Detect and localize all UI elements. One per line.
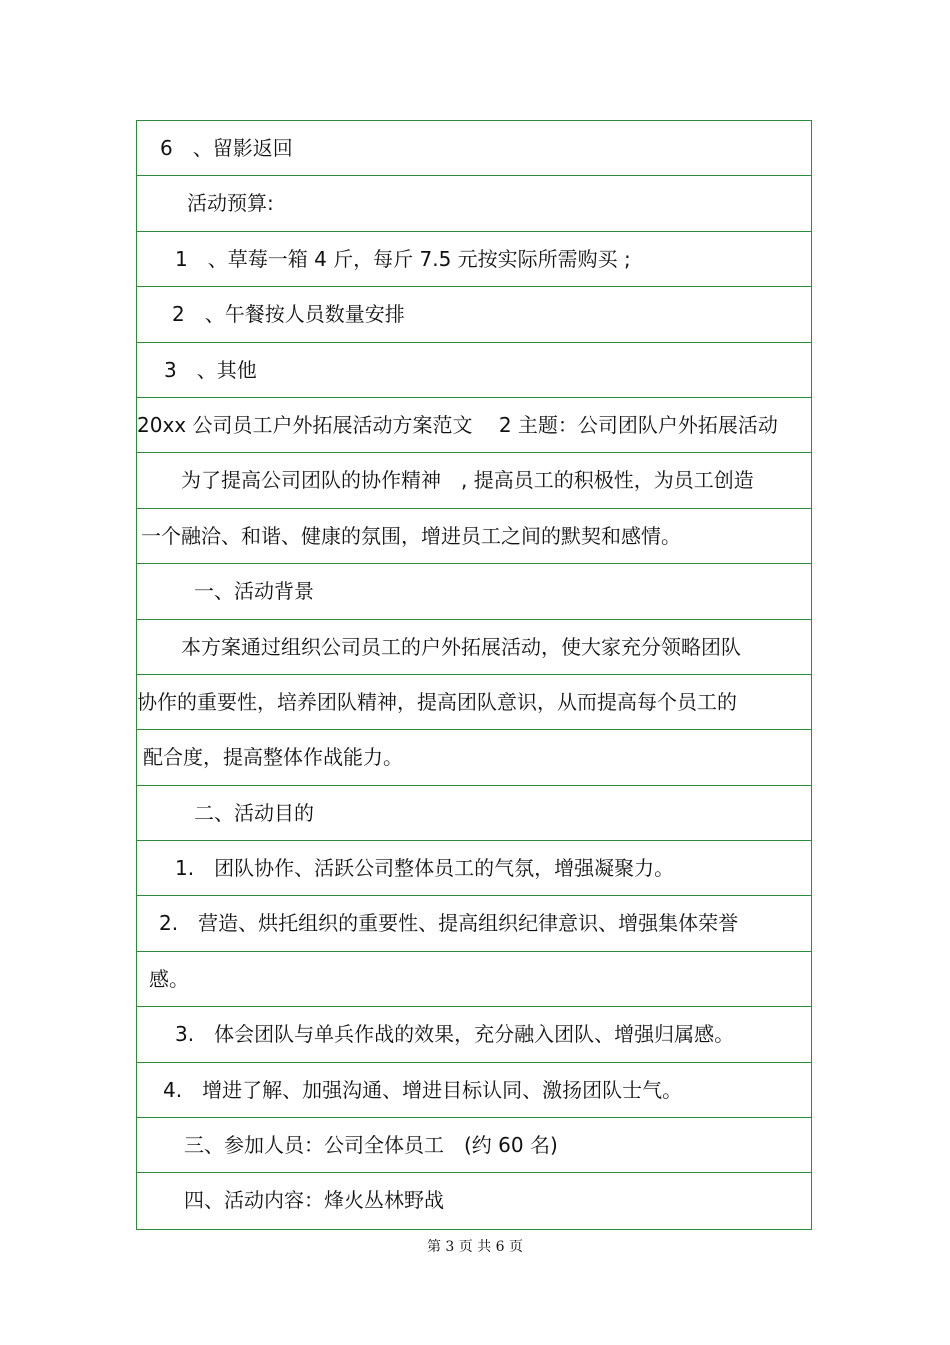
line-text: 二、活动目的: [194, 800, 314, 825]
text-line: [137, 786, 811, 841]
line-text: 1 、草莓一箱 4 斤，每斤 7.5 元按实际所需购买 ;: [175, 246, 631, 271]
line-text: 三、参加人员：公司全体员工 (约 60 名): [184, 1133, 558, 1158]
line-text: 4. 增进了解、加强沟通、增进目标认同、激扬团队士气。: [163, 1077, 683, 1102]
line-text: 3 、其他: [164, 357, 257, 382]
text-line: [137, 730, 811, 785]
text-line: [137, 343, 811, 398]
text-line: [137, 1173, 811, 1228]
text-line: [137, 675, 811, 730]
text-line: [137, 1007, 811, 1062]
line-text: 1. 团队协作、活跃公司整体员工的气氛，增强凝聚力。: [175, 856, 675, 881]
line-text: 本方案通过组织公司员工的户外拓展活动，使大家充分领略团队: [181, 634, 741, 659]
text-line: [137, 509, 811, 564]
page-number-footer: 第 3 页 共 6 页: [426, 1239, 524, 1255]
text-line: [137, 121, 811, 176]
text-line: [137, 232, 811, 287]
line-text: 感。: [149, 966, 189, 991]
line-text: 活动预算:: [187, 191, 274, 216]
line-text: 3. 体会团队与单兵作战的效果，充分融入团队、增强归属感。: [175, 1022, 735, 1047]
text-line: [137, 620, 811, 675]
text-line: [137, 1118, 811, 1173]
line-text: 协作的重要性，培养团队精神，提高团队意识，从而提高每个员工的: [137, 689, 737, 714]
line-text: 6 、留影返回: [160, 136, 293, 160]
text-line: [137, 453, 811, 508]
text-line: [137, 564, 811, 619]
line-text: 2 、午餐按人员数量安排: [172, 302, 405, 327]
line-text: 为了提高公司团队的协作精神 , 提高员工的积极性，为员工创造: [181, 468, 754, 493]
text-line: [137, 398, 811, 453]
text-line: [137, 896, 811, 951]
document-body: [136, 120, 812, 1230]
text-line: [137, 841, 811, 896]
line-text: 20xx 公司员工户外拓展活动方案范文 2 主题：公司团队户外拓展活动: [137, 412, 778, 437]
line-text: 一个融洽、和谐、健康的氛围，增进员工之间的默契和感情。: [141, 523, 681, 548]
text-line: [137, 1063, 811, 1118]
line-text: 一、活动背景: [194, 579, 314, 604]
line-text: 2. 营造、烘托组织的重要性、提高组织纪律意识、增强集体荣誉: [159, 911, 739, 936]
text-line: [137, 287, 811, 342]
text-line: [137, 176, 811, 231]
line-text: 四、活动内容：烽火丛林野战: [184, 1188, 444, 1213]
text-line: [137, 952, 811, 1007]
line-text: 配合度，提高整体作战能力。: [143, 745, 403, 770]
